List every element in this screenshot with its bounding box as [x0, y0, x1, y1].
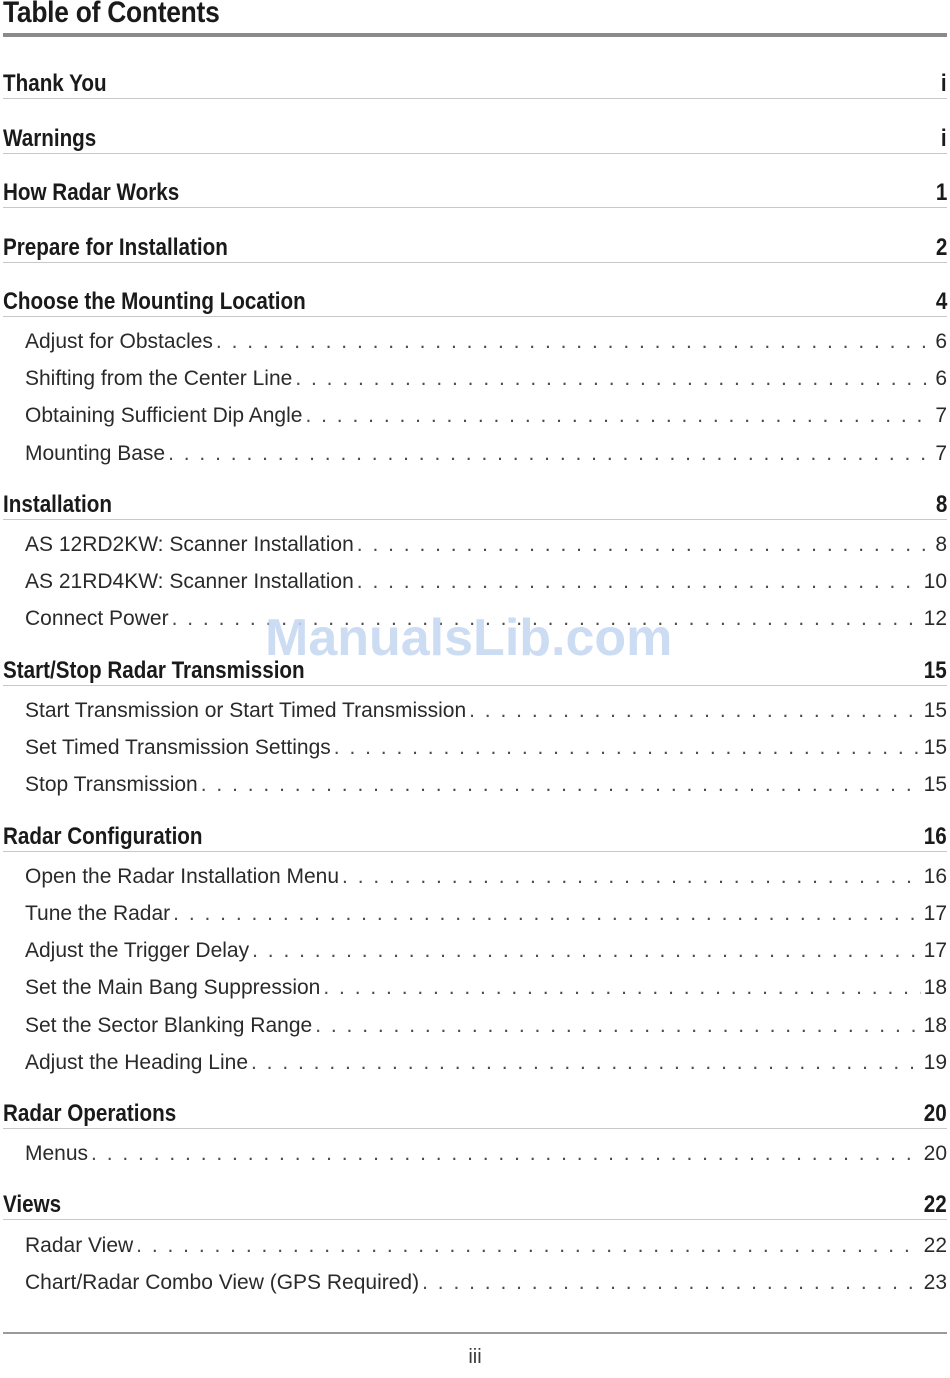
- toc-entry-title: Mounting Base: [25, 442, 166, 465]
- toc-section-page: 2: [935, 234, 947, 261]
- dot-leader: [136, 1233, 920, 1259]
- toc-entry-page: 10: [923, 570, 947, 593]
- toc-entry[interactable]: [25, 938, 947, 964]
- toc-entry-page: 7: [935, 404, 947, 427]
- toc-entry-title: Set the Sector Blanking Range: [25, 1014, 313, 1037]
- toc-entry[interactable]: [25, 1233, 947, 1259]
- toc-entry-page: 17: [923, 902, 947, 925]
- toc-entry[interactable]: [25, 403, 947, 429]
- toc-entry-title: Adjust for Obstacles: [25, 330, 213, 353]
- dot-leader: [216, 329, 932, 355]
- footer-page-number: iii: [468, 1346, 482, 1368]
- toc-section[interactable]: [3, 123, 947, 154]
- toc-section[interactable]: [3, 286, 947, 317]
- footer-divider: [3, 1332, 947, 1334]
- toc-entry[interactable]: [25, 366, 947, 392]
- dot-leader: [357, 569, 921, 595]
- toc-entry[interactable]: [25, 1050, 947, 1076]
- toc-entry-title: Connect Power: [25, 607, 169, 630]
- toc-section-title: Choose the Mounting Location: [3, 288, 306, 315]
- toc-entry-title: Obtaining Sufficient Dip Angle: [25, 404, 303, 427]
- toc-entry[interactable]: [25, 1270, 947, 1296]
- toc-entry-page: 16: [923, 865, 947, 888]
- toc-section[interactable]: [3, 68, 947, 99]
- toc-entry-page: 18: [923, 1014, 947, 1037]
- toc-entry[interactable]: [25, 735, 947, 761]
- toc-entry[interactable]: [25, 772, 947, 798]
- toc-section-page: 1: [935, 179, 947, 206]
- toc-section-page: 8: [935, 491, 947, 518]
- toc-section-page: i: [941, 70, 947, 97]
- toc-entry[interactable]: [25, 1141, 947, 1167]
- toc-section[interactable]: [3, 821, 947, 852]
- toc-entry-title: Tune the Radar: [25, 902, 171, 925]
- toc-section-page: 16: [924, 823, 947, 850]
- toc-entry[interactable]: [25, 698, 947, 724]
- toc-entry-title: Open the Radar Installation Menu: [25, 865, 340, 888]
- toc-entry[interactable]: [25, 901, 947, 927]
- toc-entry[interactable]: [25, 532, 947, 558]
- toc-entry-page: 7: [935, 442, 947, 465]
- dot-leader: [91, 1141, 921, 1167]
- dot-leader: [252, 938, 921, 964]
- dot-leader: [342, 864, 921, 890]
- toc-entry-page: 8: [935, 533, 947, 556]
- toc-section-title: Installation: [3, 491, 112, 518]
- toc-section-title: Radar Configuration: [3, 823, 203, 850]
- toc-entry[interactable]: [25, 1013, 947, 1039]
- toc-entry-title: AS 21RD4KW: Scanner Installation: [25, 570, 354, 593]
- toc-section-title: Thank You: [3, 70, 107, 97]
- toc-section[interactable]: [3, 232, 947, 263]
- toc-entry-page: 15: [923, 736, 947, 759]
- toc-section-title: Prepare for Installation: [3, 234, 228, 261]
- toc-section-title: Radar Operations: [3, 1100, 177, 1127]
- toc-entry[interactable]: [25, 864, 947, 890]
- toc-entry-title: Chart/Radar Combo View (GPS Required): [25, 1271, 420, 1294]
- toc-entry-title: Adjust the Heading Line: [25, 1051, 248, 1074]
- toc-entry[interactable]: [25, 569, 947, 595]
- dot-leader: [173, 901, 920, 927]
- toc-section[interactable]: [3, 1189, 947, 1220]
- toc-section-title: Start/Stop Radar Transmission: [3, 657, 305, 684]
- toc-entry-title: Shifting from the Center Line: [25, 367, 293, 390]
- toc-entry-title: Set the Main Bang Suppression: [25, 976, 321, 999]
- watermark: ManualsLib.com: [265, 609, 673, 667]
- dot-leader: [422, 1270, 921, 1296]
- toc-entry-page: 23: [923, 1271, 947, 1294]
- toc-section[interactable]: [3, 489, 947, 520]
- toc-section-title: Warnings: [3, 125, 97, 152]
- toc-entry-page: 18: [923, 976, 947, 999]
- toc-entry-page: 20: [923, 1142, 947, 1165]
- toc-section-page: i: [941, 125, 947, 152]
- toc-entry-title: Adjust the Trigger Delay: [25, 939, 250, 962]
- title-divider: [3, 33, 947, 37]
- dot-leader: [469, 698, 921, 724]
- toc-section-page: 20: [924, 1100, 947, 1127]
- dot-leader: [334, 735, 921, 761]
- dot-leader: [168, 441, 932, 467]
- toc-section-title: Views: [3, 1191, 62, 1218]
- toc-entry-title: Menus: [25, 1142, 89, 1165]
- dot-leader: [295, 366, 932, 392]
- toc-entry-title: Stop Transmission: [25, 773, 198, 796]
- toc-entry-page: 19: [923, 1051, 947, 1074]
- dot-leader: [357, 532, 933, 558]
- toc-entry-page: 15: [923, 773, 947, 796]
- toc-entry-page: 6: [935, 330, 947, 353]
- toc-entry[interactable]: [25, 329, 947, 355]
- toc-entry-title: Radar View: [25, 1234, 134, 1257]
- toc-section-page: 22: [924, 1191, 947, 1218]
- toc-section[interactable]: [3, 1098, 947, 1129]
- toc-section-title: How Radar Works: [3, 179, 180, 206]
- toc-entry-page: 17: [923, 939, 947, 962]
- page-title: Table of Contents: [3, 0, 220, 29]
- toc-entry-title: Start Transmission or Start Timed Transmission: [25, 699, 467, 722]
- toc-entry-page: 12: [923, 607, 947, 630]
- toc-entry[interactable]: [25, 441, 947, 467]
- dot-leader: [251, 1050, 921, 1076]
- dot-leader: [323, 975, 920, 1001]
- toc-section-page: 15: [924, 657, 947, 684]
- dot-leader: [315, 1013, 920, 1039]
- toc-entry-title: AS 12RD2KW: Scanner Installation: [25, 533, 354, 556]
- toc-entry[interactable]: [25, 975, 947, 1001]
- dot-leader: [201, 772, 921, 798]
- toc-entry-page: 6: [935, 367, 947, 390]
- toc-entry-page: 15: [923, 699, 947, 722]
- dot-leader: [305, 403, 932, 429]
- toc-entry-title: Set Timed Transmission Settings: [25, 736, 331, 759]
- toc-section[interactable]: [3, 177, 947, 208]
- toc-section-page: 4: [935, 288, 947, 315]
- toc-entry-page: 22: [923, 1234, 947, 1257]
